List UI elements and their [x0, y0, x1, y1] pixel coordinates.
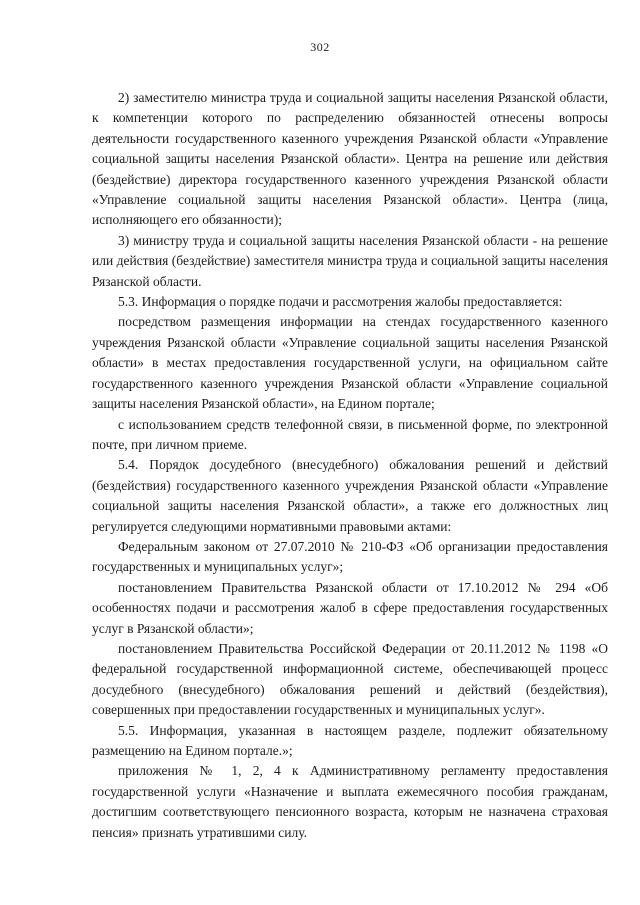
paragraph-federal-law: Федеральным законом от 27.07.2010 № 210-ФЗ «Об организации предоставления государственных и муниципальных услуг»; — [92, 538, 608, 575]
document-body — [92, 88, 608, 843]
paragraph-minister: 3) министру труда и социальной защиты населения Рязанской области - на решение или действия (бездействие) заместителя министра труда и социальной защиты населения Рязанской области. — [92, 232, 608, 289]
paragraph-5-4-appeal-procedure: 5.4. Порядок досудебного (внесудебного) обжалования решений и действий (бездействия) государственного казенного учреждения Рязанской области «Управление социальной защиты населения Рязанской области», а также его должностных лиц регулируется следующими нормативными правовыми актами: — [92, 457, 608, 534]
paragraph-annexes-void: приложения № 1, 2, 4 к Административному регламенту предоставления государственной услуги «Назначение и выплата ежемесячного пособия гражданам, достигшим соответствующего пенсионного возраста, которым не назначена страховая пенсия» признать утратившими силу. — [92, 763, 608, 840]
paragraph-deputy-minister: 2) заместителю министра труда и социальной защиты населения Рязанской области, к компетенции которого по распределению обязанностей отнесены вопросы деятельности государственного казенного учреждения Рязанской области «Управление социальной защиты населения Рязанской области». Центра на решение или действия (бездействие) директора государственного казенного учреждения Рязанской области «Управление социальной защиты населения Рязанской области». Центра (лица, исполняющего его обязанности); — [92, 90, 608, 228]
page-number: 302 — [310, 40, 330, 54]
paragraph-stands-website: посредством размещения информации на стендах государственного казенного учреждения Рязанской области «Управление социальной защиты населения Рязанской области» в местах предоставления государственной услуги, на официальном сайте государственного казенного учреждения Рязанской области «Управление социальной защиты населения Рязанской области», на Едином портале; — [92, 314, 608, 412]
paragraph-federal-resolution: постановлением Правительства Российской Федерации от 20.11.2012 № 1198 «О федеральной государственной информационной системе, обеспечивающей процесс досудебного (внесудебного) обжалования решений и действий (бездействия), совершенных при предоставлении государственных и муниципальных услуг». — [92, 640, 608, 718]
paragraph-5-5-publication: 5.5. Информация, указанная в настоящем разделе, подлежит обязательному размещению на Едином портале.»; — [92, 722, 608, 758]
paragraph-regional-resolution: постановлением Правительства Рязанской области от 17.10.2012 № 294 «Об особенностях подачи и рассмотрения жалоб в сфере предоставления государственных услуг в Рязанской области»; — [92, 579, 608, 636]
paragraph-phone-mail: с использованием средств телефонной связи, в письменной форме, по электронной почте, при личном приеме. — [92, 416, 608, 452]
paragraph-5-3-heading: 5.3. Информация о порядке подачи и рассмотрения жалобы предоставляется: — [118, 294, 563, 310]
